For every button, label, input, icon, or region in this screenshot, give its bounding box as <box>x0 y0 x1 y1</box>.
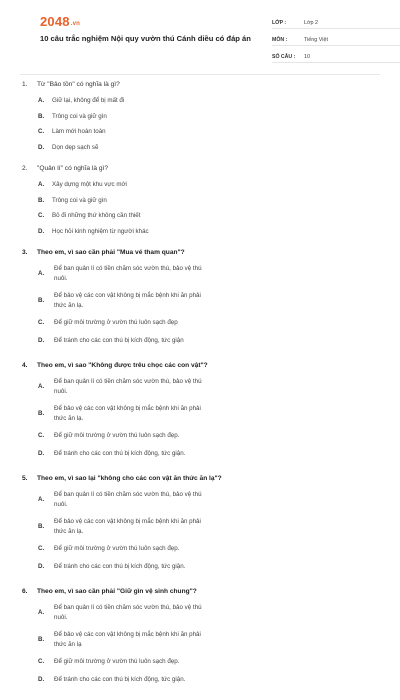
question-number: 1. <box>22 81 28 88</box>
option-text: Xây dựng một khu vực mới <box>52 181 127 188</box>
option-text: Để ban quản lí có tiền chăm sóc vườn thú, bảo vệ thú nuôi. <box>54 265 202 282</box>
option-c[interactable] <box>38 127 210 137</box>
option-letter: B. <box>38 112 45 120</box>
option-letter: B. <box>38 409 45 417</box>
meta-value: Tiếng Việt <box>304 37 328 43</box>
document-title: 10 câu trắc nghiệm Nội quy vườn thú Cánh diều có đáp án <box>40 34 251 43</box>
option-text: Học hỏi kinh nghiệm từ người khác <box>52 227 149 235</box>
question-stem <box>20 248 380 258</box>
option-b[interactable] <box>38 196 210 206</box>
option-letter: B. <box>38 196 45 204</box>
meta-label: MÔN : <box>272 37 288 43</box>
meta-row-subject <box>272 31 400 46</box>
question-6 <box>20 587 380 692</box>
option-grid <box>20 490 380 579</box>
option-grid <box>20 377 380 466</box>
site-logo[interactable]: 2048.vn <box>40 14 81 29</box>
option-letter: D. <box>38 562 45 570</box>
option-letter: A. <box>38 608 45 616</box>
option-text: Để bảo vệ các con vật không bị mắc bệnh khi ăn phải thức ăn lạ. <box>54 405 201 422</box>
option-b[interactable] <box>38 630 210 649</box>
meta-label: SỐ CÂU : <box>272 54 296 60</box>
option-text: Để bảo vệ các con vật không bị mắc bệnh khi ăn phải thức ăn lạ. <box>54 292 201 309</box>
option-d[interactable] <box>38 336 210 346</box>
option-b[interactable] <box>38 517 210 536</box>
option-letter: D. <box>38 449 45 457</box>
option-grid <box>20 264 380 353</box>
option-text: Bỏ đi những thứ không cần thiết <box>52 212 141 219</box>
option-text: Làm mới hoàn toàn <box>52 128 106 135</box>
option-a[interactable] <box>38 180 210 190</box>
question-text: Theo em, vì sao cần phải "Mua vé tham quan"? <box>37 249 185 256</box>
question-number: 5. <box>22 475 28 482</box>
question-text: Từ "Bảo tồn" có nghĩa là gì? <box>37 81 120 88</box>
meta-label: LỚP : <box>272 20 287 26</box>
option-letter: A. <box>38 269 45 277</box>
question-text: Theo em, vì sao cần phải "Giữ gìn vệ sinh chung"? <box>37 588 197 595</box>
header <box>20 0 380 72</box>
question-number: 4. <box>22 362 28 369</box>
question-text: "Quản lí" có nghĩa là gì? <box>37 165 109 172</box>
question-stem <box>20 587 380 597</box>
question-stem <box>20 80 380 90</box>
question-4 <box>20 361 380 466</box>
question-stem <box>20 164 380 174</box>
option-text: Để giữ môi trường ở vườn thú luôn sạch đẹp. <box>54 432 180 439</box>
option-text: Trông coi và giữ gìn <box>52 112 107 120</box>
option-text: Để tránh cho các con thú bị kích động, tức giận. <box>54 675 186 683</box>
option-text: Để giữ môi trường ở vườn thú luôn sạch đẹp <box>54 319 178 326</box>
option-text: Để bảo vệ các con vật không bị mắc bệnh khi ăn phải thức ăn lạ. <box>54 518 201 535</box>
option-c[interactable] <box>38 431 210 441</box>
question-number: 2. <box>22 165 28 172</box>
option-letter: D. <box>38 336 45 344</box>
meta-row-count <box>272 48 400 63</box>
option-c[interactable] <box>38 657 210 667</box>
option-text: Giữ lại, không để bị mất đi <box>52 97 125 104</box>
question-number: 3. <box>22 249 28 256</box>
question-stem <box>20 361 380 371</box>
option-letter: C. <box>38 128 45 135</box>
header-divider <box>20 74 380 75</box>
option-a[interactable] <box>38 96 210 106</box>
option-b[interactable] <box>38 112 210 122</box>
option-grid <box>20 603 380 692</box>
question-3 <box>20 248 380 353</box>
option-letter: C. <box>38 432 45 439</box>
question-1 <box>20 80 380 158</box>
option-b[interactable] <box>38 404 210 423</box>
option-a[interactable] <box>38 490 210 509</box>
meta-row-grade <box>272 14 400 29</box>
option-text: Trông coi và giữ gìn <box>52 196 107 204</box>
option-text: Để bảo vệ các con vật không bị mắc bệnh khi ăn phải thức ăn lạ <box>54 631 201 648</box>
option-letter: B. <box>38 635 45 643</box>
option-text: Để tránh cho các con thú bị kích động, tức giận. <box>54 562 186 570</box>
option-letter: B. <box>38 296 45 304</box>
option-b[interactable] <box>38 291 210 310</box>
option-letter: A. <box>38 495 45 503</box>
option-letter: A. <box>38 382 45 390</box>
option-letter: D. <box>38 675 45 683</box>
option-letter: D. <box>38 143 45 151</box>
option-a[interactable] <box>38 603 210 622</box>
option-text: Để ban quản lí có tiền chăm sóc vườn thú, bảo vệ thú nuôi. <box>54 604 202 621</box>
option-text: Dọn dẹp sạch sẽ <box>52 143 99 151</box>
question-text: Theo em, vì sao "Không được trêu chọc các con vật"? <box>37 362 208 369</box>
question-2 <box>20 164 380 242</box>
option-letter: A. <box>38 97 45 104</box>
question-stem <box>20 474 380 484</box>
option-letter: B. <box>38 522 45 530</box>
option-text: Để giữ môi trường ở vườn thú luôn sạch đẹp. <box>54 545 180 552</box>
option-letter: C. <box>38 212 45 219</box>
option-a[interactable] <box>38 264 210 283</box>
option-d[interactable] <box>38 227 210 237</box>
option-d[interactable] <box>38 143 210 153</box>
option-text: Để ban quản lí có tiền chăm sóc vườn thú, bảo vệ thú nuôi. <box>54 378 202 395</box>
question-list <box>20 80 380 700</box>
option-letter: D. <box>38 227 45 235</box>
option-text: Để tránh cho các con thú bị kích động, tức giận <box>54 336 184 344</box>
meta-table <box>272 14 400 65</box>
option-grid <box>20 180 380 242</box>
option-c[interactable] <box>38 318 210 328</box>
option-letter: C. <box>38 319 45 326</box>
option-letter: C. <box>38 545 45 552</box>
option-text: Để giữ môi trường ở vườn thú luôn sạch đẹp. <box>54 658 180 665</box>
option-a[interactable] <box>38 377 210 396</box>
option-text: Để tránh cho các con thú bị kích động, tức giận. <box>54 449 186 457</box>
question-5 <box>20 474 380 579</box>
option-d[interactable] <box>38 449 210 459</box>
question-number: 6. <box>22 588 28 595</box>
meta-value: Lớp 2 <box>304 20 319 26</box>
option-grid <box>20 96 380 158</box>
option-text: Để ban quản lí có tiền chăm sóc vườn thú, bảo vệ thú nuôi. <box>54 491 202 508</box>
option-d[interactable] <box>38 675 210 685</box>
option-c[interactable] <box>38 544 210 554</box>
option-letter: C. <box>38 658 45 665</box>
option-c[interactable] <box>38 211 210 221</box>
option-letter: A. <box>38 181 45 188</box>
question-text: Theo em, vì sao lại "không cho các con vật ăn thức ăn lạ"? <box>37 475 222 482</box>
meta-value: 10 <box>304 54 310 60</box>
option-d[interactable] <box>38 562 210 572</box>
